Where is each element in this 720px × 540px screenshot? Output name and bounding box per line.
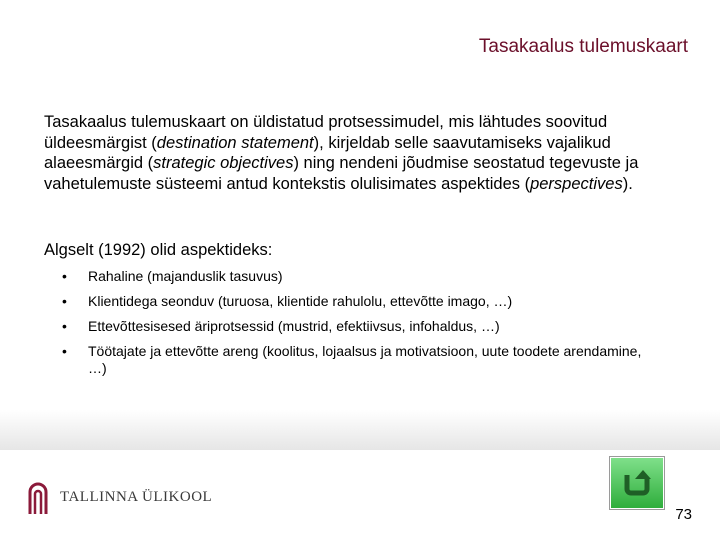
- return-button[interactable]: [610, 457, 664, 509]
- list-item: • Ettevõttesisesed äriprotsessid (mustrid, efektiivsus, infohaldus, …): [62, 318, 652, 335]
- intro-text-2: ), kirjeldab selle saavutamiseks vajalikud alaeesmärgid (: [44, 133, 611, 172]
- intro-emphasis-1: destination statement: [156, 133, 314, 152]
- return-arrow-icon: [619, 465, 655, 501]
- intro-text-3: ) ning nendeni jõudmise seostatud tegevuste ja vahetulemuste süsteemi antud kontekstis olulisimates aspektides (: [44, 154, 639, 193]
- page-number: 73: [675, 506, 692, 523]
- university-logo: [26, 478, 212, 516]
- intro-text-4: ).: [622, 174, 633, 193]
- list-item: • Rahaline (majanduslik tasuvus): [62, 268, 652, 285]
- aspects-heading: Algselt (1992) olid aspektideks:: [44, 241, 273, 259]
- intro-emphasis-2: strategic objectives: [153, 154, 294, 172]
- list-item: • Klientidega seonduv (turuosa, klientide rahulolu, ettevõtte imago, …): [62, 293, 652, 310]
- intro-text-1: Tasakaalus tulemuskaart on üldistatud protsessimudel, mis lähtudes soovitud üldeesmärgist (: [44, 113, 608, 152]
- university-name: TALLINNA ÜLIKOOL: [60, 488, 213, 505]
- list-item: • Töötajate ja ettevõtte areng (koolitus, lojaalsus ja motivatsioon, uute toodete arendamine, …): [62, 343, 652, 377]
- aspects-list: [62, 268, 652, 385]
- intro-emphasis-3: perspectives: [530, 174, 623, 193]
- footer-divider: [0, 410, 720, 450]
- university-emblem-icon: [26, 478, 50, 516]
- slide-title: Tasakaalus tulemuskaart: [478, 36, 688, 57]
- intro-paragraph: [44, 112, 674, 194]
